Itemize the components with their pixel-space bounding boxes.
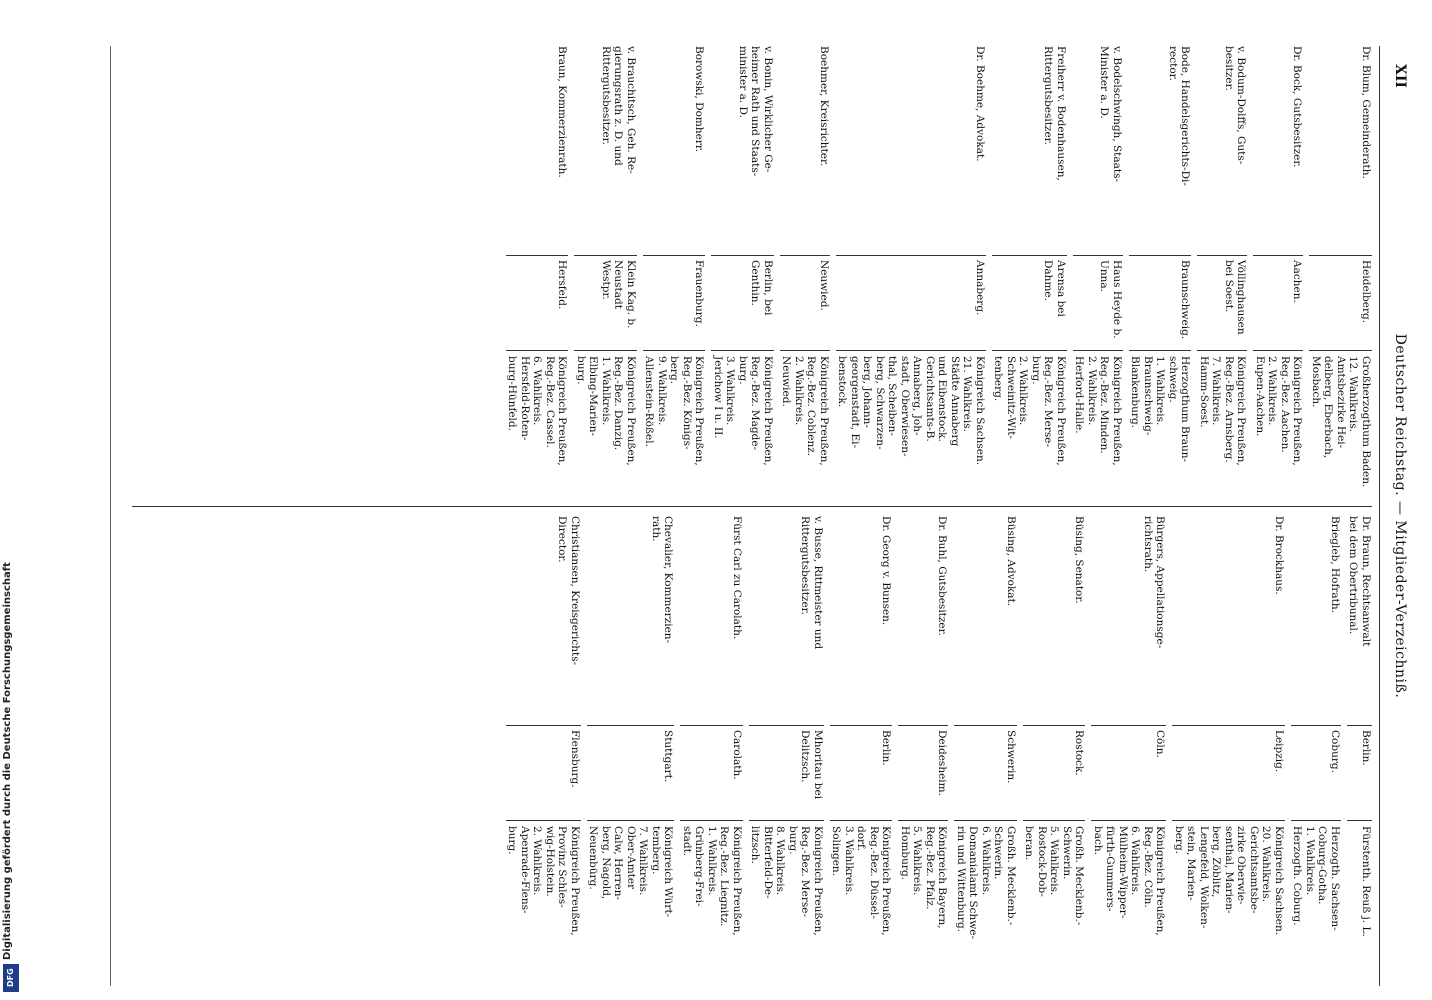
- member-residence: Neuwied.: [780, 256, 830, 351]
- member-residence: Berlin.: [1347, 726, 1372, 821]
- member-residence: Aachen.: [1254, 256, 1304, 351]
- member-name: Braun, Kommerzienrath.: [506, 46, 569, 256]
- bottom-rule: [110, 46, 111, 986]
- member-name: Büsing, Senator.: [1023, 516, 1086, 726]
- member-entry: [986, 46, 1067, 496]
- digitization-credit: Digitalisierung gefördert durch die Deutsche Forschungsgemeinschaft: [2, 562, 13, 960]
- member-residence: Rostock.: [1023, 726, 1086, 821]
- member-entry: [500, 46, 569, 496]
- member-name: Dr. Braun, Rechtsanwalt bei dem Obertribunal.: [1347, 516, 1372, 726]
- column-divider: [132, 506, 1372, 507]
- member-name: Dr. Georg v. Bunsen.: [830, 516, 893, 726]
- member-name: Boehmer, Kreisrichter.: [780, 46, 830, 256]
- member-residence: Deidesheim.: [899, 726, 949, 821]
- member-constituency: Königreich Preußen, Reg.-Bez. Magde- burg. 3. Wahlkreis. Jerichow I u. II.: [712, 356, 774, 466]
- member-residence: Klein Kag. b. Neustadt Westpr.: [575, 256, 638, 351]
- member-residence: Schwerin.: [955, 726, 1018, 821]
- member-entry: [774, 46, 830, 496]
- member-entry: [569, 46, 638, 496]
- member-constituency: Königreich Sachsen. 20. Wahlkreis. Gerichtsamtsbe- zirke Oberwie- senthal, Marien- berg, Zöblitz, Lengefeld, Wolken- stein, Marien- berg.: [1173, 826, 1285, 936]
- page-title: Deutscher Reichstag. — Mitglieder-Verzeichniß.: [1392, 333, 1408, 699]
- member-constituency: Königreich Preußen, Reg.-Bez. Merse- burg. 8. Wahlkreis. Bitterfeld-De- litzsch.: [749, 826, 824, 936]
- member-constituency: Königreich Preußen, Reg.-Bez. Arnsberg. 7. Wahlkreis. Hamm-Soest.: [1198, 356, 1248, 466]
- member-residence: Annaberg.: [836, 256, 986, 351]
- member-constituency: Königreich Würt- temberg. 7. Wahlkreis. Ober-Amter Calw, Herren- berg, Nagold, Neuenbürg.: [587, 826, 675, 918]
- member-constituency: Königreich Preußen, Reg.-Bez. Coblenz. 2. Wahlkreis. Neuwied.: [780, 356, 830, 466]
- member-entry: [949, 516, 1018, 966]
- member-constituency: Königreich Bayern, Reg.-Bez. Pfalz. 5. Wahlkreis. Homburg.: [899, 826, 949, 929]
- member-residence: Stuttgart.: [587, 726, 675, 821]
- member-constituency: Königreich Preußen, Provinz Schles- wig-Holstein. 2. Wahlkreis. Apenrade-Flens- burg.: [506, 826, 581, 936]
- member-entry: [1017, 516, 1086, 966]
- member-name: v. Bodum-Dolffs, Guts- besitzer.: [1198, 46, 1248, 256]
- member-name: Bode, Handelsgerichts-Di- rector.: [1129, 46, 1192, 256]
- member-residence: Braunschweig.: [1129, 256, 1192, 351]
- member-residence: Haus Heyde b. Unna.: [1073, 256, 1123, 351]
- member-constituency: Königreich Sachsen. 21. Wahlkreis. Städte Annaberg und Eibenstock. Gerichtsamts-B. Annaberg, Joh- stadt, Oberwiesen- thal, Scheiben- berg, Schwarzen- berg, Johann- georgenstadt, Ei- benstock.: [836, 356, 986, 466]
- member-residence: Völlinghausen bei Soest.: [1198, 256, 1248, 351]
- member-name: Briegleb, Hofrath.: [1291, 516, 1341, 726]
- member-residence: Frauenburg.: [643, 256, 706, 351]
- member-constituency: Königreich Preußen, Reg.-Bez. Liegnitz. 1. Wahlkreis. Grünberg-Frei- stadt.: [681, 826, 743, 936]
- digitization-sidebar: [0, 0, 24, 1000]
- member-residence: Cöln.: [1092, 726, 1167, 821]
- dfg-logo: DFG: [3, 964, 19, 992]
- member-name: v. Bodelschwingh, Staats- Minister a. D.: [1073, 46, 1123, 256]
- member-name: Dr. Boehme, Advokat.: [836, 46, 986, 256]
- member-entry: [500, 516, 581, 966]
- member-residence: Carolath.: [681, 726, 744, 821]
- member-residence: Heidelberg.: [1310, 256, 1373, 351]
- member-name: Büsing, Advokat.: [955, 516, 1018, 726]
- member-entry: [893, 516, 949, 966]
- member-entry: [1067, 46, 1123, 496]
- member-entry: [830, 46, 986, 496]
- member-constituency: Fürstenth. Reuß j. L.: [1360, 826, 1372, 937]
- member-table-right: [132, 516, 1372, 966]
- member-entry: [675, 516, 744, 966]
- member-residence: Hersfeld.: [506, 256, 569, 351]
- member-constituency: Großh. Mecklenb.- Schwerin. 5. Wahlkreis. Rostock-Dob- beran.: [1023, 826, 1086, 926]
- member-constituency: Königreich Preußen, Reg.-Bez. Danzig. 1. Wahlkreis. Elbing-Marien- burg.: [575, 356, 637, 466]
- member-name: Dr. Buhl, Gutsbesitzer.: [899, 516, 949, 726]
- member-constituency: Königreich Preußen, Reg.-Bez. Cöln. 6. Wahlkreis. Mülheim-Wipper- fürth-Gummers- bach.: [1092, 826, 1167, 936]
- member-entry: [706, 46, 775, 496]
- member-constituency: Königreich Preußen, Reg.-Bez. Aachen. 2. Wahlkreis. Eupen-Aachen.: [1254, 356, 1304, 466]
- member-constituency: Königreich Preußen, Reg.-Bez. Minden. 2. Wahlkreis. Herford-Halle.: [1073, 356, 1123, 466]
- member-entry: [1123, 46, 1192, 496]
- member-name: v. Bonin, Wirklicher Ge- heimer Rath und Staats- minister a. D.: [712, 46, 775, 256]
- member-constituency: Großherzogthum Baden. 12. Wahlkreis. Amtsbezirke Hei- delberg, Eberbach, Mosbach.: [1310, 356, 1372, 488]
- member-name: v. Busse, Rittmeister und Rittergutsbesitzer.: [749, 516, 824, 726]
- member-constituency: Herzogth. Sachsen- Coburg-Gotha. 1. Wahlkreis. Herzogth. Coburg.: [1291, 826, 1341, 931]
- member-residence: Berlin.: [830, 726, 893, 821]
- member-name: Chevalier, Kommerzien- rath.: [587, 516, 675, 726]
- member-name: Dr. Blum, Gemeinderath.: [1310, 46, 1373, 256]
- member-entry: [1341, 516, 1372, 966]
- member-constituency: Königreich Preußen, Reg.-Bez. Königs- berg. 9. Wahlkreis. Allenstein-Rößel.: [643, 356, 706, 466]
- member-residence: Flensburg.: [506, 726, 581, 821]
- member-entry: [1304, 46, 1373, 496]
- member-residence: Leipzig.: [1173, 726, 1286, 821]
- member-entry: [1167, 516, 1286, 966]
- member-entry: [637, 46, 706, 496]
- member-residence: Coburg.: [1291, 726, 1341, 821]
- member-name: Christiansen, Kreisgerichts- Director.: [506, 516, 581, 726]
- member-constituency: Königreich Preußen, Reg.-Bez. Merse- burg. 2. Wahlkreis. Schweinitz-Wit- tenberg.: [992, 356, 1067, 466]
- page-number: XII: [1392, 64, 1408, 88]
- member-entry: [743, 516, 824, 966]
- member-entry: [824, 516, 893, 966]
- member-entry: [1192, 46, 1248, 496]
- member-name: Bürgers, Appellationsge- richtsrath.: [1092, 516, 1167, 726]
- member-entry: [1248, 46, 1304, 496]
- scanned-page: [110, 46, 1410, 986]
- member-name: Freiherr v. Bodenhausen, Rittergutsbesitzer.: [992, 46, 1067, 256]
- member-residence: Berlin, bei Genthin.: [712, 256, 775, 351]
- member-constituency: Herzogthum Braun- schweig. 1. Wahlkreis. Braunschweig- Blankenburg.: [1129, 356, 1192, 463]
- member-constituency: Königreich Preußen, Reg.-Bez. Cassel. 6. Wahlkreis. Hersfeld-Roten- burg-Hünfeld.: [506, 356, 569, 466]
- member-entry: [1285, 516, 1341, 966]
- page-content-rotated: [110, 46, 1410, 986]
- member-name: Dr. Bock, Gutsbesitzer.: [1254, 46, 1304, 256]
- member-name: Borowski, Domherr.: [643, 46, 706, 256]
- member-entry: [1086, 516, 1167, 966]
- member-residence: Mhoritau bei Delitzsch.: [749, 726, 824, 821]
- member-residence: Arensa bei Dahme.: [992, 256, 1067, 351]
- member-constituency: Großh. Mecklenb.- Schwerin. 6. Wahlkreis. Domanialamt Schwe- rin und Wittenburg.: [955, 826, 1017, 940]
- page-header: [1379, 46, 1410, 986]
- member-name: v. Brauchitsch, Geh. Re- gierungsrath z. D. und Rittergutsbesitzer.: [575, 46, 638, 256]
- member-name: Dr. Brockhaus.: [1173, 516, 1286, 726]
- member-constituency: Königreich Preußen, Reg.-Bez. Düssel- dorf. 3. Wahlkreis. Solingen.: [830, 826, 893, 936]
- member-table-left: [132, 46, 1372, 496]
- member-entry: [581, 516, 675, 966]
- member-name: Fürst Carl zu Carolath.: [681, 516, 744, 726]
